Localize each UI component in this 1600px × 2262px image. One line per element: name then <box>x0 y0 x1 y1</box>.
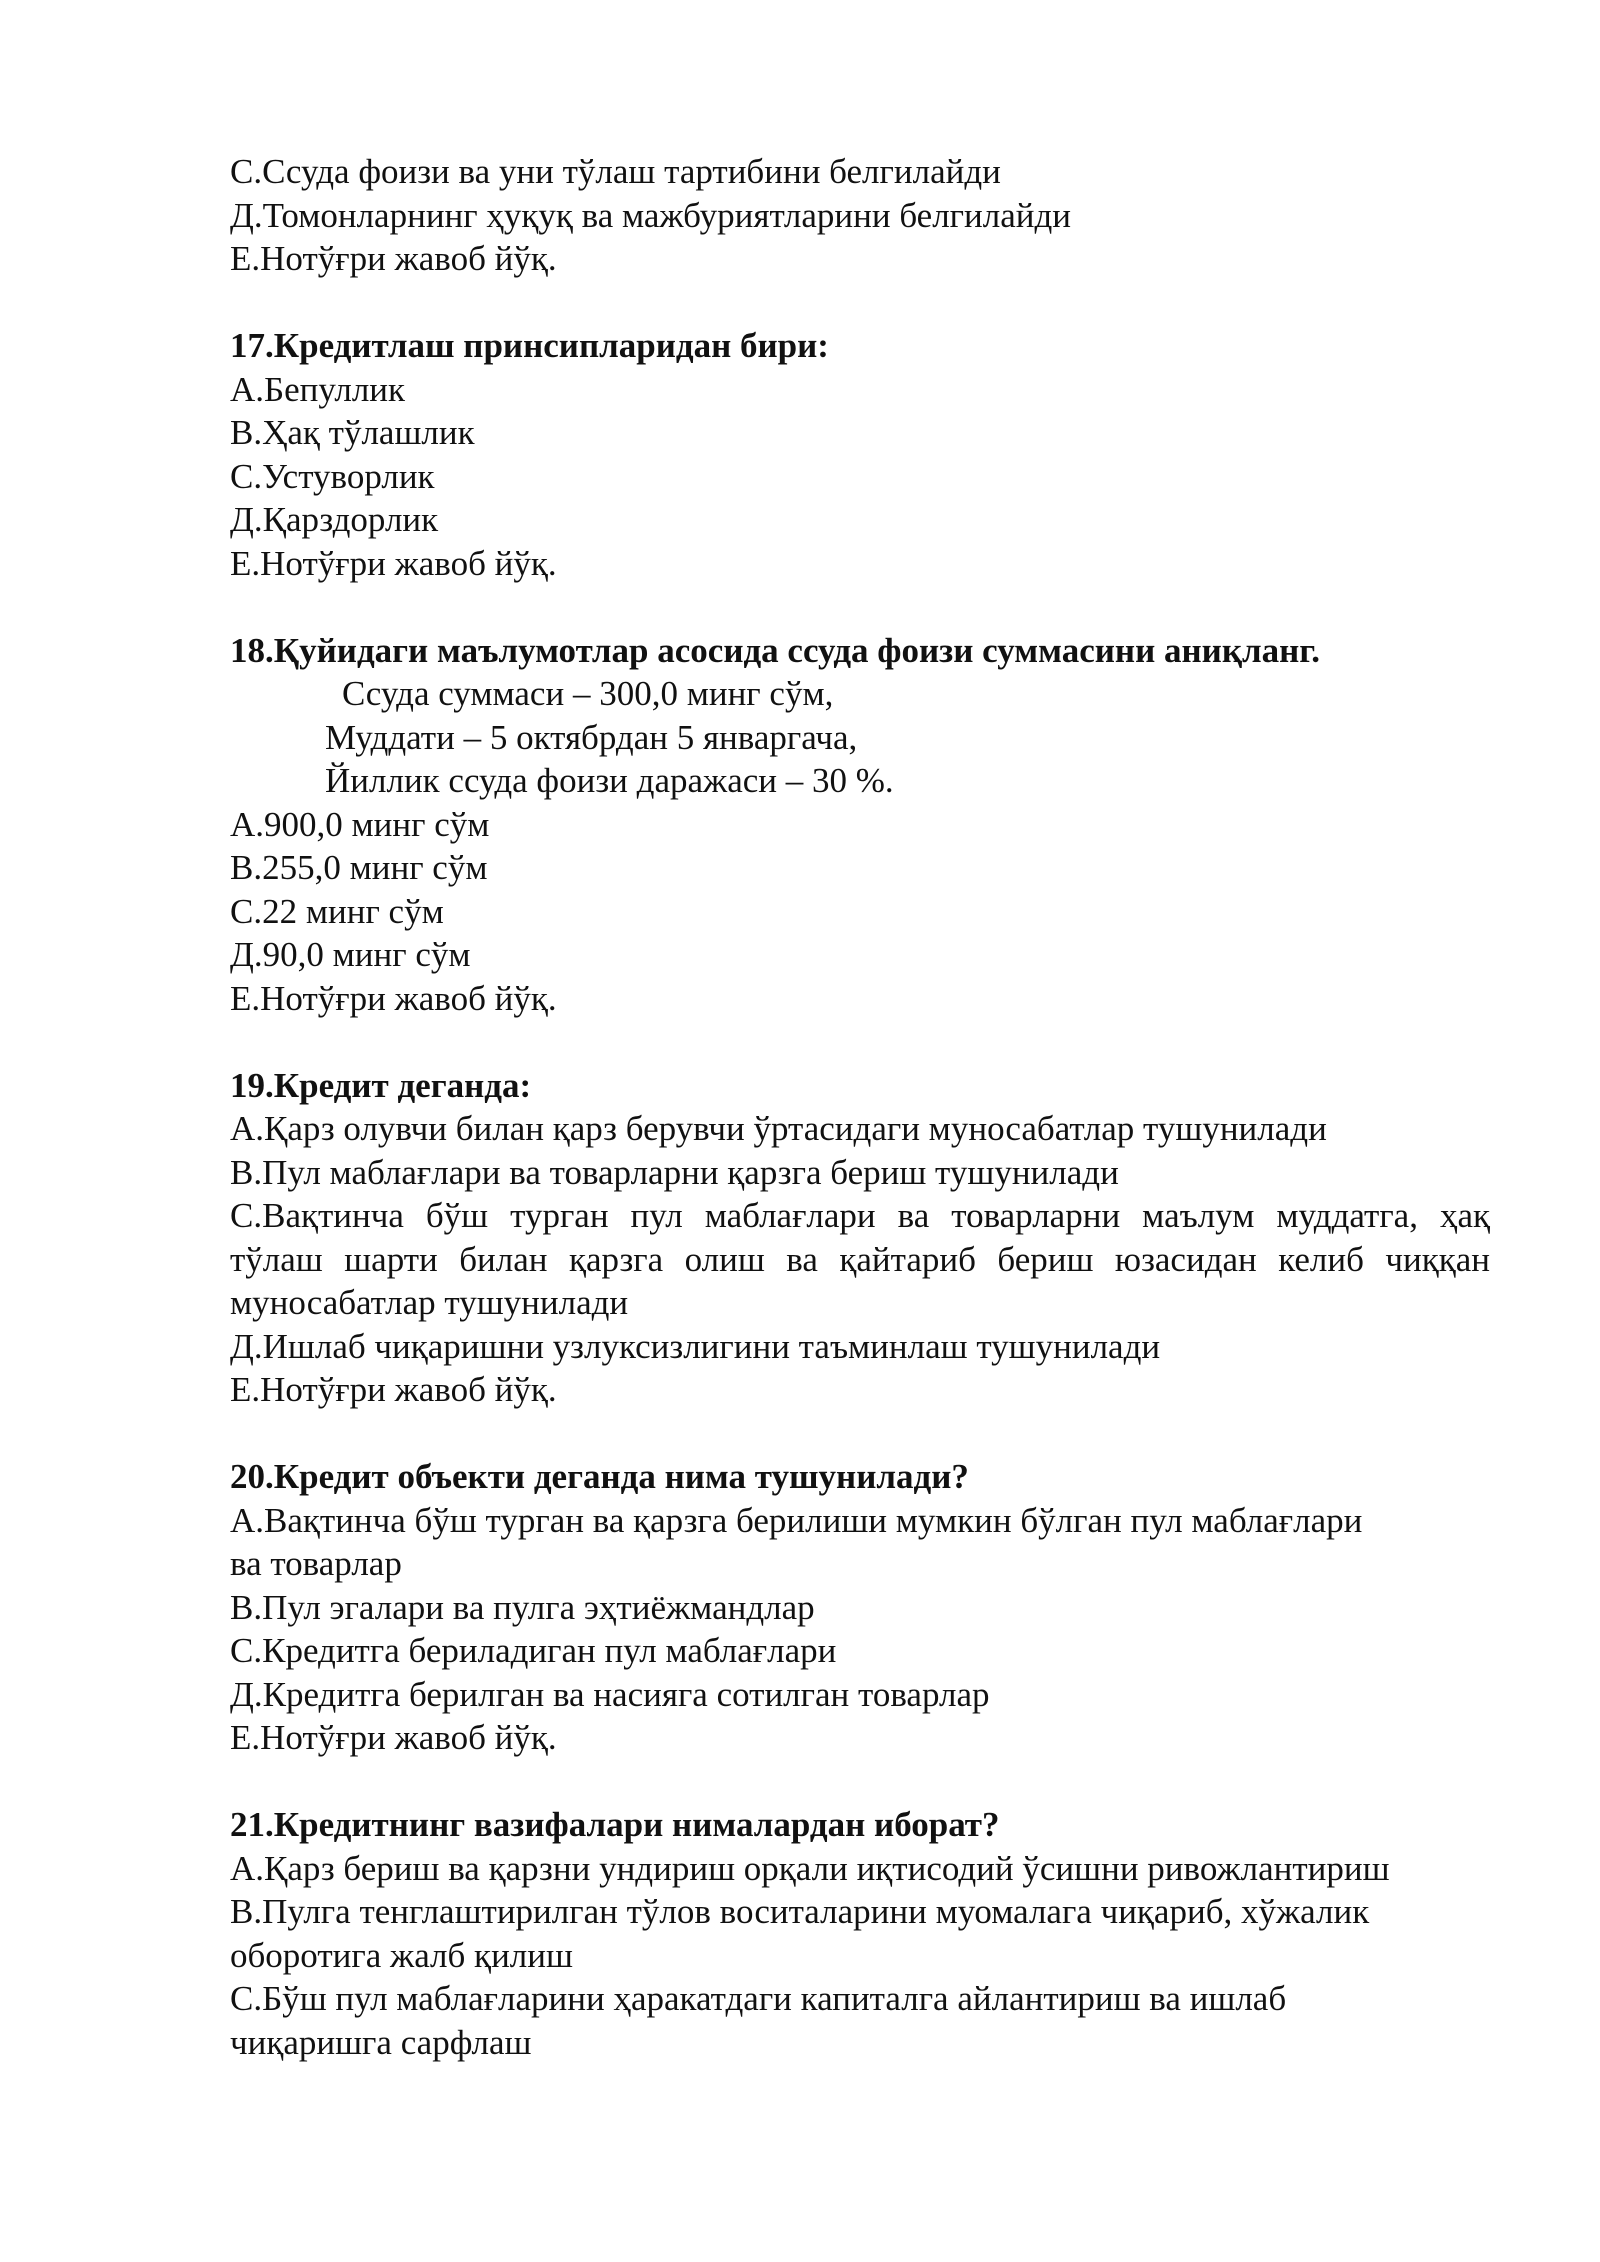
answer-option: Д.Томонларнинг ҳуқуқ ва мажбуриятларини белгилайди <box>230 195 1072 235</box>
question-21 <box>230 1803 1490 2064</box>
answer-option-line: С.Бўш пул маблағларини ҳаракатдаги капиталга айлантириш ва ишлаб <box>230 1979 1287 2018</box>
answer-option: В.Пул маблағлари ва товарларни қарзга бериш тушунилади <box>230 1152 1119 1192</box>
answer-option-line: ва товарлар <box>230 1544 402 1583</box>
answer-option: Е.Нотўғри жавоб йўқ. <box>230 1718 557 1757</box>
answer-option-line: С.Вақтинча бўш турган пул маблағлари ва товарларни маълум муддатга, ҳақ <box>230 1196 1490 1235</box>
answer-option-line: чиқаришга сарфлаш <box>230 2022 532 2062</box>
answer-option: Е.Нотўғри жавоб йўқ. <box>230 1370 557 1409</box>
question-18 <box>230 629 1490 1021</box>
answer-option: Е.Нотўғри жавоб йўқ. <box>230 978 557 1018</box>
question-title: 20.Кредит объекти деганда нима тушунилади? <box>230 1457 969 1496</box>
answer-option-line: муносабатлар тушунилади <box>230 1283 629 1322</box>
answer-option: Е.Нотўғри жавоб йўқ. <box>230 543 557 583</box>
question-title: 21.Кредитнинг вазифалари нималардан иборат? <box>230 1805 1000 1844</box>
answer-option: С.22 минг сўм <box>230 891 444 931</box>
answer-option: В.Пул эгалари ва пулга эҳтиёжмандлар <box>230 1587 815 1627</box>
answer-option: А.900,0 минг сўм <box>230 804 490 844</box>
given-data-line: Йиллик ссуда фоизи даражаси – 30 %. <box>325 761 894 800</box>
answer-option: А.Бепуллик <box>230 369 406 409</box>
answer-option: С.Ссуда фоизи ва уни тўлаш тартибини белгилайди <box>230 152 1001 191</box>
answer-option-line: А.Вақтинча бўш турган ва қарзга берилиши мумкин бўлган пул маблағлари <box>230 1500 1363 1540</box>
answer-option: Д.Ишлаб чиқаришни узлуксизлигини таъминлаш тушунилади <box>230 1326 1161 1366</box>
answer-option-line: оборотига жалб қилиш <box>230 1935 573 1975</box>
answer-option: Д.Кредитга берилган ва насияга сотилган товарлар <box>230 1674 990 1714</box>
answer-option: Е.Нотўғри жавоб йўқ. <box>230 239 557 278</box>
answer-option-line: В.Пулга тенглаштирилган тўлов воситаларини муомалага чиқариб, хўжалик <box>230 1892 1370 1931</box>
given-data-line: Муддати – 5 октябрдан 5 январгача, <box>325 717 858 757</box>
answer-option: В.Ҳақ тўлашлик <box>230 413 475 452</box>
question-16-tail <box>230 150 1490 281</box>
answer-option-line: тўлаш шарти билан қарзга олиш ва қайтариб бериш юзасидан келиб чиққан <box>230 1239 1490 1279</box>
question-20 <box>230 1455 1490 1760</box>
answer-option: В.255,0 минг сўм <box>230 848 488 887</box>
question-19 <box>230 1064 1490 1412</box>
question-title: 19.Кредит деганда: <box>230 1065 532 1105</box>
given-data-line: Ссуда суммаси – 300,0 минг сўм, <box>342 674 834 713</box>
answer-option: А.Қарз олувчи билан қарз берувчи ўртасидаги муносабатлар тушунилади <box>230 1109 1327 1148</box>
answer-option: С.Кредитга бериладиган пул маблағлари <box>230 1631 837 1670</box>
document-page <box>230 150 1490 2064</box>
question-title: 18.Қуйидаги маълумотлар асосида ссуда фоизи суммасини аниқланг. <box>230 630 1320 670</box>
answer-option: Д.90,0 минг сўм <box>230 935 471 974</box>
answer-option: Д.Қарздорлик <box>230 500 439 539</box>
answer-option: С.Устуворлик <box>230 456 435 496</box>
answer-option: А.Қарз бериш ва қарзни ундириш орқали иқтисодий ўсишни ривожлантириш <box>230 1848 1390 1888</box>
question-17 <box>230 324 1490 585</box>
question-title: 17.Кредитлаш принсипларидан бири: <box>230 326 829 365</box>
